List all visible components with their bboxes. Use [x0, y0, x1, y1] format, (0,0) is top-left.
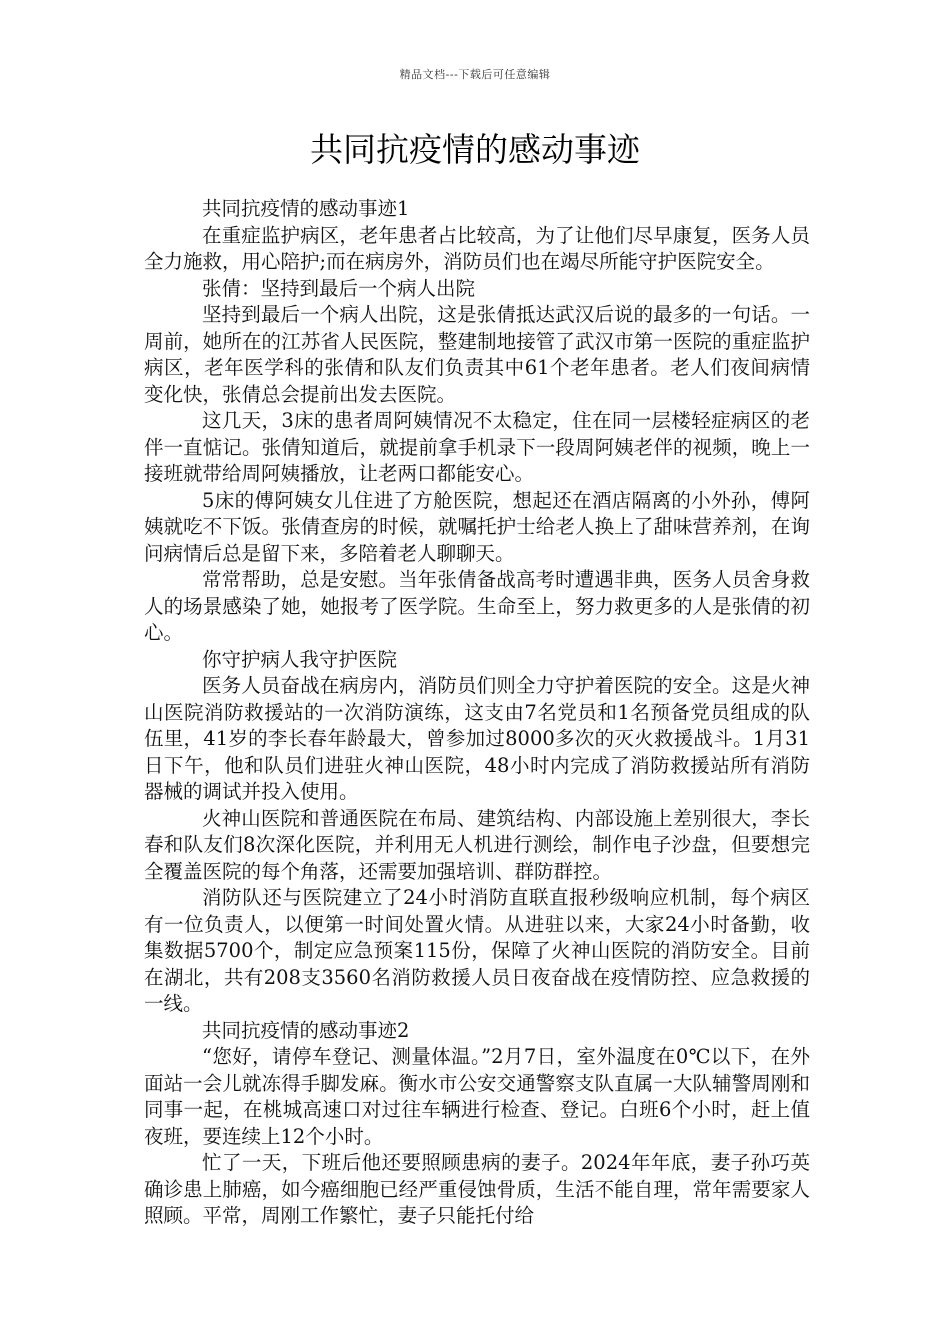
page-header: 精品文档---下载后可任意编辑	[399, 68, 551, 81]
paragraph: 坚持到最后一个病人出院，这是张倩抵达武汉后说的最多的一句话。一周前，她所在的江苏省人民医院，整建制地接管了武汉市第一医院的重症监护病区，老年医学科的张倩和队友们负责其中61个老年患者。老人们夜间病情变化快，张倩总会提前出发去医院。	[144, 303, 810, 406]
paragraph: 忙了一天，下班后他还要照顾患病的妻子。2024年年底，妻子孙巧英确诊患上肺癌，如今癌细胞已经严重侵蚀骨质，生活不能自理，常年需要家人照顾。平常，周刚工作繁忙，妻子只能托付给	[144, 1151, 810, 1227]
section-heading: 共同抗疫情的感动事迹2	[202, 1018, 410, 1042]
paragraph: 这几天，3床的患者周阿姨情况不太稳定，住在同一层楼轻症病区的老伴一直惦记。张倩知道后，就提前拿手机录下一段周阿姨老伴的视频，晚上一接班就带给周阿姨播放，让老两口都能安心。	[144, 409, 810, 485]
subheading: 你守护病人我守护医院	[202, 647, 398, 671]
paragraph: 5床的傅阿姨女儿住进了方舱医院，想起还在酒店隔离的小外孙，傅阿姨就吃不下饭。张倩查房的时候，就嘱托护士给老人换上了甜味营养剂，在询问病情后总是留下来，多陪着老人聊聊天。	[144, 488, 810, 565]
document-body	[144, 196, 810, 1230]
subheading: 张倩：坚持到最后一个病人出院	[202, 276, 476, 300]
paragraph: 常常帮助，总是安慰。当年张倩备战高考时遭遇非典，医务人员舍身救人的场景感染了她，她报考了医学院。生命至上，努力救更多的人是张倩的初心。	[144, 568, 810, 644]
paragraph: 消防队还与医院建立了24小时消防直联直报秒级响应机制，每个病区有一位负责人，以便第一时间处置火情。从进驻以来，大家24小时备勤，收集数据5700个，制定应急预案115份，保障了火神山医院的消防安全。目前在湖北，共有208支3560名消防救援人员日夜奋战在疫情防控、应急救援的一线。	[144, 886, 810, 1015]
paragraph: 医务人员奋战在病房内，消防员们则全力守护着医院的安全。这是火神山医院消防救援站的一次消防演练，这支由7名党员和1名预备党员组成的队伍里，41岁的李长春年龄最大，曾参加过8000多次的灭火救援战斗。1月31日下午，他和队员们进驻火神山医院，48小时内完成了消防救援站所有消防器械的调试并投入使用。	[144, 674, 810, 803]
section-heading: 共同抗疫情的感动事迹1	[202, 197, 410, 220]
document-title: 共同抗疫情的感动事迹	[310, 130, 640, 169]
paragraph: “您好，请停车登记、测量体温。”2月7日，室外温度在0℃以下，在外面站一会儿就冻得手脚发麻。衡水市公安交通警察支队直属一大队辅警周刚和同事一起，在桃城高速口对过往车辆进行检查、登记。白班6个小时，赶上值夜班，要连续上12个小时。	[144, 1045, 810, 1148]
paragraph: 在重症监护病区，老年患者占比较高，为了让他们尽早康复，医务人员全力施救，用心陪护;而在病房外，消防员们也在竭尽所能守护医院安全。	[144, 223, 810, 273]
paragraph: 火神山医院和普通医院在布局、建筑结构、内部设施上差别很大，李长春和队友们8次深化医院，并利用无人机进行测绘，制作电子沙盘，但要想完全覆盖医院的每个角落，还需要加强培训、群防群控。	[144, 806, 810, 883]
